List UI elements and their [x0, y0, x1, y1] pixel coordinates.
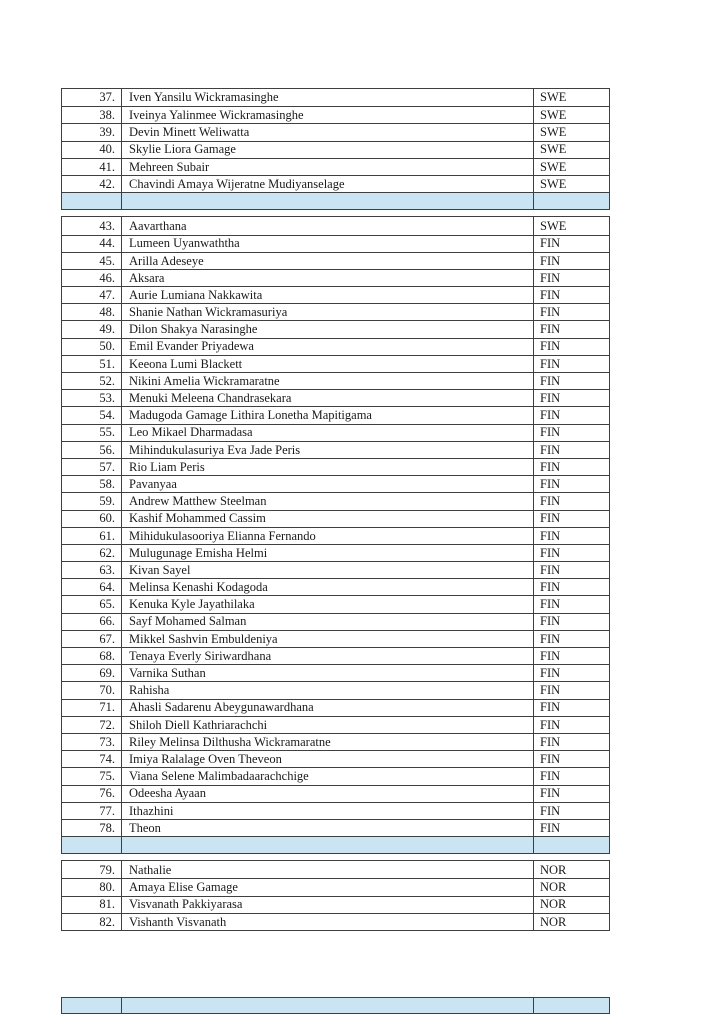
table-row [62, 595, 609, 612]
row-number: 62. [62, 545, 122, 561]
competitor-name: Shanie Nathan Wickramasuriya [122, 304, 534, 320]
row-number: 55. [62, 425, 122, 441]
competitor-name: Ithazhini [122, 803, 534, 819]
row-number: 71. [62, 700, 122, 716]
country-code: FIN [540, 476, 561, 491]
row-number: 51. [62, 356, 122, 372]
country-code: FIN [540, 683, 561, 698]
competitor-table [61, 88, 610, 1014]
country-code: FIN [540, 751, 561, 766]
table-row [62, 338, 609, 355]
table-segment [61, 860, 610, 931]
competitor-name: Aavarthana [122, 217, 534, 234]
country-code: SWE [540, 125, 567, 140]
row-number: 48. [62, 304, 122, 320]
separator-cell [62, 837, 122, 853]
country-code: SWE [540, 176, 567, 191]
country-code: FIN [540, 666, 561, 681]
country-code: FIN [540, 597, 561, 612]
competitor-name: Nathalie [122, 861, 534, 878]
competitor-name: Visvanath Pakkiyarasa [122, 897, 534, 913]
table-row [62, 544, 609, 561]
competitor-name: Ahasli Sadarenu Abeygunawardhana [122, 700, 534, 716]
competitor-name: Varnika Suthan [122, 665, 534, 681]
row-number: 70. [62, 682, 122, 698]
table-row [62, 699, 609, 716]
table-row [62, 441, 609, 458]
country-code: FIN [540, 528, 561, 543]
table-row [62, 750, 609, 767]
table-row [62, 878, 609, 895]
table-row [62, 89, 609, 106]
competitor-name: Imiya Ralalage Oven Theveon [122, 751, 534, 767]
separator-row [62, 998, 609, 1013]
country-code: SWE [540, 108, 567, 123]
table-row [62, 664, 609, 681]
separator-cell [122, 837, 534, 853]
competitor-name: Nikini Amelia Wickramaratne [122, 373, 534, 389]
table-row [62, 372, 609, 389]
row-number: 40. [62, 142, 122, 158]
competitor-name: Mulugunage Emisha Helmi [122, 545, 534, 561]
row-number: 49. [62, 321, 122, 337]
separator-cell [122, 998, 534, 1013]
row-number: 58. [62, 476, 122, 492]
row-number: 82. [62, 914, 122, 930]
table-row [62, 613, 609, 630]
country-code: FIN [540, 511, 561, 526]
competitor-name: Pavanyaa [122, 476, 534, 492]
table-row [62, 681, 609, 698]
competitor-name: Devin Minett Weliwatta [122, 124, 534, 140]
table-row [62, 303, 609, 320]
table-row [62, 785, 609, 802]
row-number: 67. [62, 631, 122, 647]
competitor-name: Aksara [122, 270, 534, 286]
row-number: 41. [62, 159, 122, 175]
country-code: FIN [540, 631, 561, 646]
country-code: SWE [540, 90, 567, 105]
table-row [62, 235, 609, 252]
competitor-name: Kenuka Kyle Jayathilaka [122, 596, 534, 612]
country-code: FIN [540, 734, 561, 749]
competitor-name: Mikkel Sashvin Embuldeniya [122, 631, 534, 647]
table-row [62, 767, 609, 784]
table-row [62, 733, 609, 750]
row-number: 69. [62, 665, 122, 681]
row-number: 53. [62, 390, 122, 406]
row-number: 44. [62, 236, 122, 252]
country-code: FIN [540, 803, 561, 818]
competitor-name: Shiloh Diell Kathriarachchi [122, 717, 534, 733]
country-code: SWE [540, 159, 567, 174]
row-number: 38. [62, 107, 122, 123]
table-row [62, 896, 609, 913]
competitor-name: Mehreen Subair [122, 159, 534, 175]
table-row [62, 630, 609, 647]
separator-row [62, 192, 609, 209]
row-number: 60. [62, 511, 122, 527]
country-code: FIN [540, 425, 561, 440]
row-number: 64. [62, 579, 122, 595]
competitor-name: Amaya Elise Gamage [122, 879, 534, 895]
competitor-name: Lumeen Uyanwaththa [122, 236, 534, 252]
row-number: 81. [62, 897, 122, 913]
table-segment [61, 88, 610, 210]
country-code: FIN [540, 494, 561, 509]
table-row [62, 158, 609, 175]
competitor-name: Leo Mikael Dharmadasa [122, 425, 534, 441]
country-code: FIN [540, 459, 561, 474]
competitor-name: Rio Liam Peris [122, 459, 534, 475]
table-row [62, 252, 609, 269]
row-number: 39. [62, 124, 122, 140]
table-row [62, 123, 609, 140]
country-code: FIN [540, 270, 561, 285]
country-code: FIN [540, 562, 561, 577]
competitor-name: Menuki Meleena Chandrasekara [122, 390, 534, 406]
country-code: FIN [540, 769, 561, 784]
table-row [62, 647, 609, 664]
country-code: FIN [540, 820, 561, 835]
competitor-name: Skylie Liora Gamage [122, 142, 534, 158]
country-code: FIN [540, 580, 561, 595]
separator-cell [534, 193, 609, 209]
table-row [62, 355, 609, 372]
country-code: FIN [540, 253, 561, 268]
competitor-name: Aurie Lumiana Nakkawita [122, 287, 534, 303]
row-number: 46. [62, 270, 122, 286]
table-row [62, 106, 609, 123]
country-code: FIN [540, 287, 561, 302]
row-number: 47. [62, 287, 122, 303]
table-row [62, 802, 609, 819]
row-number: 66. [62, 614, 122, 630]
table-row [62, 389, 609, 406]
row-number: 75. [62, 768, 122, 784]
table-row [62, 175, 609, 192]
country-code: FIN [540, 700, 561, 715]
table-row [62, 406, 609, 423]
competitor-name: Mihidukulasooriya Elianna Fernando [122, 528, 534, 544]
row-number: 42. [62, 176, 122, 192]
row-number: 50. [62, 339, 122, 355]
table-row [62, 861, 609, 878]
country-code: FIN [540, 391, 561, 406]
competitor-name: Sayf Mohamed Salman [122, 614, 534, 630]
competitor-name: Chavindi Amaya Wijeratne Mudiyanselage [122, 176, 534, 192]
competitor-name: Dilon Shakya Narasinghe [122, 321, 534, 337]
country-code: FIN [540, 408, 561, 423]
country-code: FIN [540, 356, 561, 371]
table-row [62, 716, 609, 733]
competitor-name: Melinsa Kenashi Kodagoda [122, 579, 534, 595]
country-code: FIN [540, 717, 561, 732]
row-number: 59. [62, 493, 122, 509]
competitor-name: Iven Yansilu Wickramasinghe [122, 89, 534, 106]
country-code: FIN [540, 545, 561, 560]
table-row [62, 320, 609, 337]
row-number: 74. [62, 751, 122, 767]
table-row [62, 819, 609, 836]
country-code: NOR [540, 897, 567, 912]
table-row [62, 217, 609, 234]
row-number: 54. [62, 407, 122, 423]
country-code: FIN [540, 305, 561, 320]
row-number: 63. [62, 562, 122, 578]
table-row [62, 492, 609, 509]
table-segment [61, 997, 610, 1014]
competitor-name: Rahisha [122, 682, 534, 698]
country-code: FIN [540, 236, 561, 251]
table-row [62, 578, 609, 595]
country-code: FIN [540, 322, 561, 337]
competitor-name: Keeona Lumi Blackett [122, 356, 534, 372]
row-number: 76. [62, 786, 122, 802]
country-code: NOR [540, 880, 567, 895]
competitor-name: Arilla Adeseye [122, 253, 534, 269]
country-code: NOR [540, 862, 567, 877]
row-number: 61. [62, 528, 122, 544]
country-code: NOR [540, 914, 567, 929]
row-number: 77. [62, 803, 122, 819]
separator-cell [62, 193, 122, 209]
row-number: 80. [62, 879, 122, 895]
separator-cell [122, 193, 534, 209]
row-number: 57. [62, 459, 122, 475]
competitor-name: Odeesha Ayaan [122, 786, 534, 802]
row-number: 37. [62, 89, 122, 106]
row-number: 45. [62, 253, 122, 269]
competitor-name: Vishanth Visvanath [122, 914, 534, 930]
competitor-name: Andrew Matthew Steelman [122, 493, 534, 509]
country-code: FIN [540, 442, 561, 457]
separator-cell [534, 837, 609, 853]
competitor-name: Emil Evander Priyadewa [122, 339, 534, 355]
country-code: SWE [540, 218, 567, 233]
competitor-name: Madugoda Gamage Lithira Lonetha Mapitigama [122, 407, 534, 423]
table-row [62, 141, 609, 158]
table-row [62, 458, 609, 475]
separator-cell [62, 998, 122, 1013]
row-number: 79. [62, 861, 122, 878]
separator-row [62, 836, 609, 853]
country-code: FIN [540, 373, 561, 388]
separator-cell [534, 998, 609, 1013]
country-code: FIN [540, 648, 561, 663]
table-row [62, 913, 609, 930]
table-row [62, 510, 609, 527]
competitor-name: Iveinya Yalinmee Wickramasinghe [122, 107, 534, 123]
country-code: SWE [540, 142, 567, 157]
country-code: FIN [540, 614, 561, 629]
row-number: 56. [62, 442, 122, 458]
row-number: 65. [62, 596, 122, 612]
table-row [62, 286, 609, 303]
row-number: 73. [62, 734, 122, 750]
table-row [62, 561, 609, 578]
table-row [62, 269, 609, 286]
row-number: 72. [62, 717, 122, 733]
competitor-name: Theon [122, 820, 534, 836]
competitor-name: Riley Melinsa Dilthusha Wickramaratne [122, 734, 534, 750]
competitor-name: Kashif Mohammed Cassim [122, 511, 534, 527]
country-code: FIN [540, 339, 561, 354]
table-row [62, 424, 609, 441]
competitor-name: Mihindukulasuriya Eva Jade Peris [122, 442, 534, 458]
competitor-name: Tenaya Everly Siriwardhana [122, 648, 534, 664]
row-number: 78. [62, 820, 122, 836]
table-row [62, 527, 609, 544]
country-code: FIN [540, 786, 561, 801]
table-segment [61, 216, 610, 854]
row-number: 43. [62, 217, 122, 234]
table-row [62, 475, 609, 492]
row-number: 68. [62, 648, 122, 664]
competitor-name: Kivan Sayel [122, 562, 534, 578]
row-number: 52. [62, 373, 122, 389]
competitor-name: Viana Selene Malimbadaarachchige [122, 768, 534, 784]
